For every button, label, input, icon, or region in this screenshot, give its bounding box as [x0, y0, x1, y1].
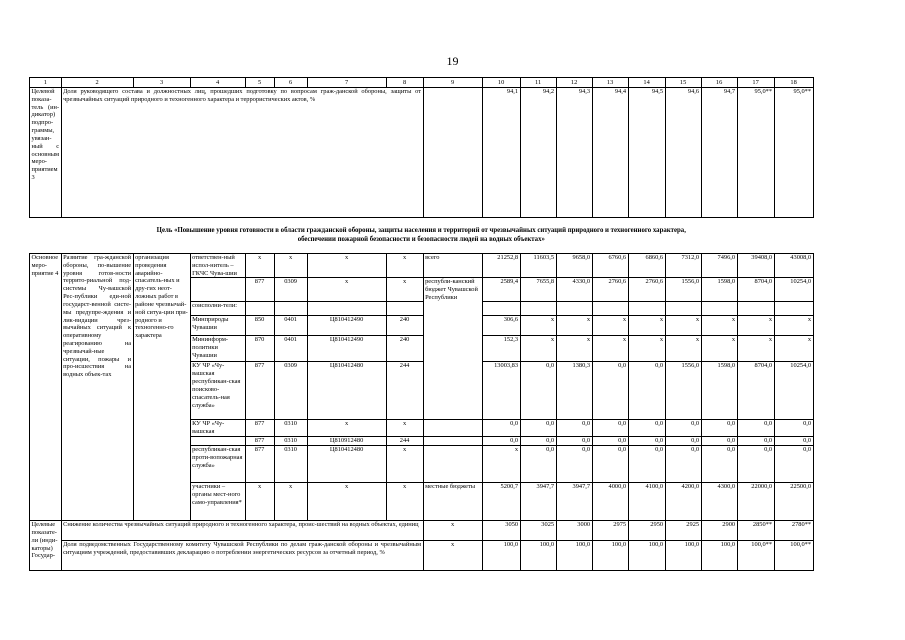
expense-type: 244 [386, 362, 423, 420]
funding-value: x [701, 336, 737, 362]
column-number: 15 [665, 78, 701, 88]
indicator-row [30, 541, 814, 571]
funding-value: 3947,7 [520, 483, 556, 521]
funding-value: 4000,0 [592, 483, 628, 521]
section-code: 0310 [274, 437, 307, 446]
funding-value: x [628, 316, 665, 336]
funding-value: 4100,0 [628, 483, 665, 521]
funding-source [423, 437, 482, 446]
funding-value: 0,0 [628, 437, 665, 446]
funding-value: 0,0 [665, 420, 701, 437]
column-number: 17 [737, 78, 774, 88]
funding-value: 306,6 [482, 316, 520, 336]
funding-value: x [774, 336, 813, 362]
executor: КУ ЧР «Чу-вашская республикан-ская поисково-спасатель-ная служба» [190, 362, 245, 420]
funding-value: 6860,6 [628, 254, 665, 278]
funding-value [774, 302, 813, 316]
indicator-value: 94,5 [628, 88, 665, 218]
funding-value: 0,0 [556, 420, 592, 437]
grbs-code: 877 [245, 446, 274, 483]
section-code: x [274, 254, 307, 278]
funding-value: 13003,83 [482, 362, 520, 420]
funding-value: x [665, 336, 701, 362]
funding-value [556, 302, 592, 316]
event-label: Основное меро-приятие 4 [30, 254, 62, 521]
target-code: x [307, 483, 386, 521]
funding-value: 1598,0 [701, 278, 737, 302]
expense-type: x [386, 420, 423, 437]
column-number: 16 [701, 78, 737, 88]
executor: республикан-ская проти-вопожарная служба» [190, 446, 245, 483]
column-number: 8 [386, 78, 423, 88]
indicator-value: 3000 [556, 521, 592, 541]
expense-type: 240 [386, 316, 423, 336]
section-code: 0309 [274, 278, 307, 302]
indicator-value: 2900 [701, 521, 737, 541]
indicator-value: 94,4 [592, 88, 628, 218]
indicator-row [30, 88, 814, 218]
funding-value: 39408,0 [737, 254, 774, 278]
funding-value: 0,0 [774, 446, 813, 483]
executor [190, 278, 245, 302]
funding-value: 0,0 [737, 420, 774, 437]
goal-line: Цель «Повышение уровня готовности в области гражданской обороны, защиты населения и территорий от чрезвычайных ситуаций природного и техногенного характера, [156, 227, 686, 235]
funding-value: x [520, 336, 556, 362]
funding-value: 0,0 [520, 362, 556, 420]
funding-value: 0,0 [628, 420, 665, 437]
funding-value: 0,0 [520, 446, 556, 483]
funding-value: 152,3 [482, 336, 520, 362]
indicator-value: 2975 [592, 521, 628, 541]
funding-source [423, 446, 482, 483]
funding-value: 7312,0 [665, 254, 701, 278]
table-header-row [30, 78, 814, 88]
indicator-value: 2950 [628, 521, 665, 541]
indicator-value: 94,6 [665, 88, 701, 218]
grbs-code: x [245, 254, 274, 278]
target-code [307, 302, 386, 316]
goal-line: обеспечении пожарной безопасности и безопасности людей на водных объектах» [297, 235, 545, 243]
indicator-value: 100,0 [628, 541, 665, 571]
funding-source [423, 420, 482, 437]
column-number: 14 [628, 78, 665, 88]
indicator-value: 100,0 [482, 541, 520, 571]
indicator-value: 100,0** [774, 541, 813, 571]
grbs-code: x [245, 483, 274, 521]
indicator-value: 94,2 [520, 88, 556, 218]
funding-value [628, 302, 665, 316]
funding-value: 2589,4 [482, 278, 520, 302]
funding-value: x [520, 316, 556, 336]
funding-value: 1598,0 [701, 362, 737, 420]
executor: ответствен-ный испол-нитель – ГКЧС Чува-шии [190, 254, 245, 278]
indicator-value: 2850** [737, 521, 774, 541]
section-code: 0401 [274, 316, 307, 336]
funding-value: 0,0 [774, 420, 813, 437]
funding-value: 0,0 [774, 437, 813, 446]
grbs-code: 877 [245, 420, 274, 437]
expense-type: x [386, 446, 423, 483]
funding-value: x [737, 316, 774, 336]
funding-value: 0,0 [556, 446, 592, 483]
funding-value: 22500,0 [774, 483, 813, 521]
grbs-code [245, 302, 274, 316]
section-code: x [274, 483, 307, 521]
funding-value: 0,0 [701, 420, 737, 437]
funding-value: 8704,0 [737, 362, 774, 420]
funding-value: 0,0 [628, 446, 665, 483]
funding-value: 0,0 [520, 420, 556, 437]
funding-value: 5200,7 [482, 483, 520, 521]
column-number: 7 [307, 78, 386, 88]
funding-value: x [665, 316, 701, 336]
column-number: 6 [274, 78, 307, 88]
funding-value: 10254,0 [774, 362, 813, 420]
indicator-value: 100,0 [701, 541, 737, 571]
funding-value: 43008,0 [774, 254, 813, 278]
column-number: 13 [592, 78, 628, 88]
section-code: 0310 [274, 446, 307, 483]
indicator-value: 100,0 [556, 541, 592, 571]
funding-value: x [592, 316, 628, 336]
program-table [29, 77, 814, 571]
funding-value: 6760,6 [592, 254, 628, 278]
funding-value: 1556,0 [665, 362, 701, 420]
target-code: x [307, 420, 386, 437]
executor: КУ ЧР «Чу-вашская [190, 420, 245, 437]
executor: участники – органы мест-ного само-управления* [190, 483, 245, 521]
target-code: Ц810412480 [307, 446, 386, 483]
funding-value: x [556, 316, 592, 336]
indicator-value: 94,3 [556, 88, 592, 218]
indicator-value: 100,0** [737, 541, 774, 571]
page-number: 19 [446, 54, 459, 68]
indicator-value: 100,0 [665, 541, 701, 571]
column-number: 1 [30, 78, 62, 88]
funding-value: 0,0 [482, 437, 520, 446]
funding-value [520, 302, 556, 316]
funding-value: 0,0 [665, 446, 701, 483]
indicator-value: 100,0 [592, 541, 628, 571]
indicator-value: 3050 [482, 521, 520, 541]
expense-type: x [386, 483, 423, 521]
funding-value [665, 302, 701, 316]
target-code: Ц810412480 [307, 362, 386, 420]
expense-type: 244 [386, 437, 423, 446]
column-number: 2 [61, 78, 133, 88]
indicator-label: Целевые показате-ли (инди-каторы) Государ- [30, 521, 62, 571]
funding-value: x [592, 336, 628, 362]
event-task: организация проведения аварийно-спасатель-ных и дру-гих неот-ложных работ в районе чрезвычай-ной ситуа-ции при-родного и техногенно-го характера [133, 254, 190, 521]
funding-source: республи-канский бюджет Чувашской Республики [423, 278, 482, 420]
expense-type [386, 302, 423, 316]
funding-value: 2760,6 [592, 278, 628, 302]
section-code: 0401 [274, 336, 307, 362]
funding-value [737, 302, 774, 316]
funding-value: 8704,0 [737, 278, 774, 302]
funding-value: 10254,0 [774, 278, 813, 302]
target-code: x [307, 254, 386, 278]
grbs-code: 877 [245, 437, 274, 446]
indicator-marker: x [423, 541, 482, 571]
funding-value: 0,0 [737, 437, 774, 446]
indicator-value: 94,1 [482, 88, 520, 218]
executor: Мининформ-политики Чувашии [190, 336, 245, 362]
column-number: 10 [482, 78, 520, 88]
funding-value: x [628, 336, 665, 362]
funding-value: 4200,0 [665, 483, 701, 521]
funding-value: 9658,0 [556, 254, 592, 278]
funding-value: 4330,0 [556, 278, 592, 302]
funding-value [701, 302, 737, 316]
goal-row [30, 218, 814, 254]
funding-value [592, 302, 628, 316]
indicator-marker: x [423, 521, 482, 541]
funding-source: местные бюджеты [423, 483, 482, 521]
funding-value: 7496,0 [701, 254, 737, 278]
grbs-code: 850 [245, 316, 274, 336]
column-number: 5 [245, 78, 274, 88]
funding-value: x [556, 336, 592, 362]
executor [190, 437, 245, 446]
indicator-value: 95,0** [774, 88, 813, 218]
column-number: 9 [423, 78, 482, 88]
funding-value: 4300,0 [701, 483, 737, 521]
funding-value: 3947,7 [556, 483, 592, 521]
funding-value: x [774, 316, 813, 336]
expense-type: x [386, 278, 423, 302]
funding-value: 0,0 [482, 420, 520, 437]
funding-value: 0,0 [737, 446, 774, 483]
funding-row [30, 254, 814, 278]
executor: Минприроды Чувашии [190, 316, 245, 336]
funding-value: 0,0 [665, 437, 701, 446]
funding-value: 7655,8 [520, 278, 556, 302]
funding-value: x [482, 446, 520, 483]
event-name: Развитие гра-жданской обороны, по-вышение уровня готов-ности террито-риальной под-системы Чу-вашской Рес-публики еди-ной государст-венной систе-мы предупре-ждения и лик-видации чрез-вычайных ситуаций к оперативному реагированию на чрезвычай-ные ситуации, пожары и про-исшествия на водных объек-тах [61, 254, 133, 521]
column-number: 11 [520, 78, 556, 88]
funding-value: 0,0 [592, 437, 628, 446]
funding-value: 0,0 [592, 420, 628, 437]
funding-value: 0,0 [628, 362, 665, 420]
funding-source: всего [423, 254, 482, 278]
funding-value: 0,0 [520, 437, 556, 446]
indicator-text: Снижение количества чрезвычайных ситуаций природного и техногенного характера, проис-шествий на водных объектах, единиц [61, 521, 423, 541]
column-number: 3 [133, 78, 190, 88]
indicator-value: 94,7 [701, 88, 737, 218]
target-code: Ц810412490 [307, 336, 386, 362]
indicator-text: Доля руководящего состава и должностных лиц, прошедших подготовку по вопросам граж-данской обороны, защиты от чрезвычайных ситуаций природного и техногенного характера и террористических актов, % [61, 88, 423, 218]
target-code: x [307, 278, 386, 302]
indicator-value: 2780** [774, 521, 813, 541]
grbs-code: 877 [245, 362, 274, 420]
expense-type: x [386, 254, 423, 278]
funding-value: 2760,6 [628, 278, 665, 302]
funding-value: 0,0 [556, 437, 592, 446]
empty-cell [423, 88, 482, 218]
indicator-row [30, 521, 814, 541]
grbs-code: 870 [245, 336, 274, 362]
target-code: Ц810412490 [307, 316, 386, 336]
column-number: 18 [774, 78, 813, 88]
section-code [274, 302, 307, 316]
target-code: Ц810912480 [307, 437, 386, 446]
expense-type: 240 [386, 336, 423, 362]
column-number: 4 [190, 78, 245, 88]
indicator-text: Доля подведомственных Государственному комитету Чувашской Республики по делам граж-данской обороны и чрезвычайным ситуациям учреждений, предоставивших декларацию о потреблении энергетических ресурсов за отчетный период, % [61, 541, 423, 571]
funding-value: x [737, 336, 774, 362]
funding-value: 1380,3 [556, 362, 592, 420]
grbs-code: 877 [245, 278, 274, 302]
indicator-value: 95,0** [737, 88, 774, 218]
section-code: 0310 [274, 420, 307, 437]
indicator-value: 3025 [520, 521, 556, 541]
indicator-value: 100,0 [520, 541, 556, 571]
funding-value: 0,0 [701, 446, 737, 483]
indicator-value: 2925 [665, 521, 701, 541]
funding-value: 0,0 [592, 446, 628, 483]
executor: соисполни-тели: [190, 302, 245, 316]
funding-value: 11603,5 [520, 254, 556, 278]
goal-heading [30, 218, 814, 254]
funding-value: 22000,0 [737, 483, 774, 521]
funding-value: x [701, 316, 737, 336]
funding-value: 0,0 [592, 362, 628, 420]
funding-value: 1556,0 [665, 278, 701, 302]
funding-value [482, 302, 520, 316]
funding-value: 21252,8 [482, 254, 520, 278]
section-code: 0309 [274, 362, 307, 420]
funding-value: 0,0 [701, 437, 737, 446]
column-number: 12 [556, 78, 592, 88]
indicator-label: Целевой показа-тель (ин-дикатор) подпро-граммы, увязан-ный с основным меро-приятием 3 [30, 88, 62, 218]
